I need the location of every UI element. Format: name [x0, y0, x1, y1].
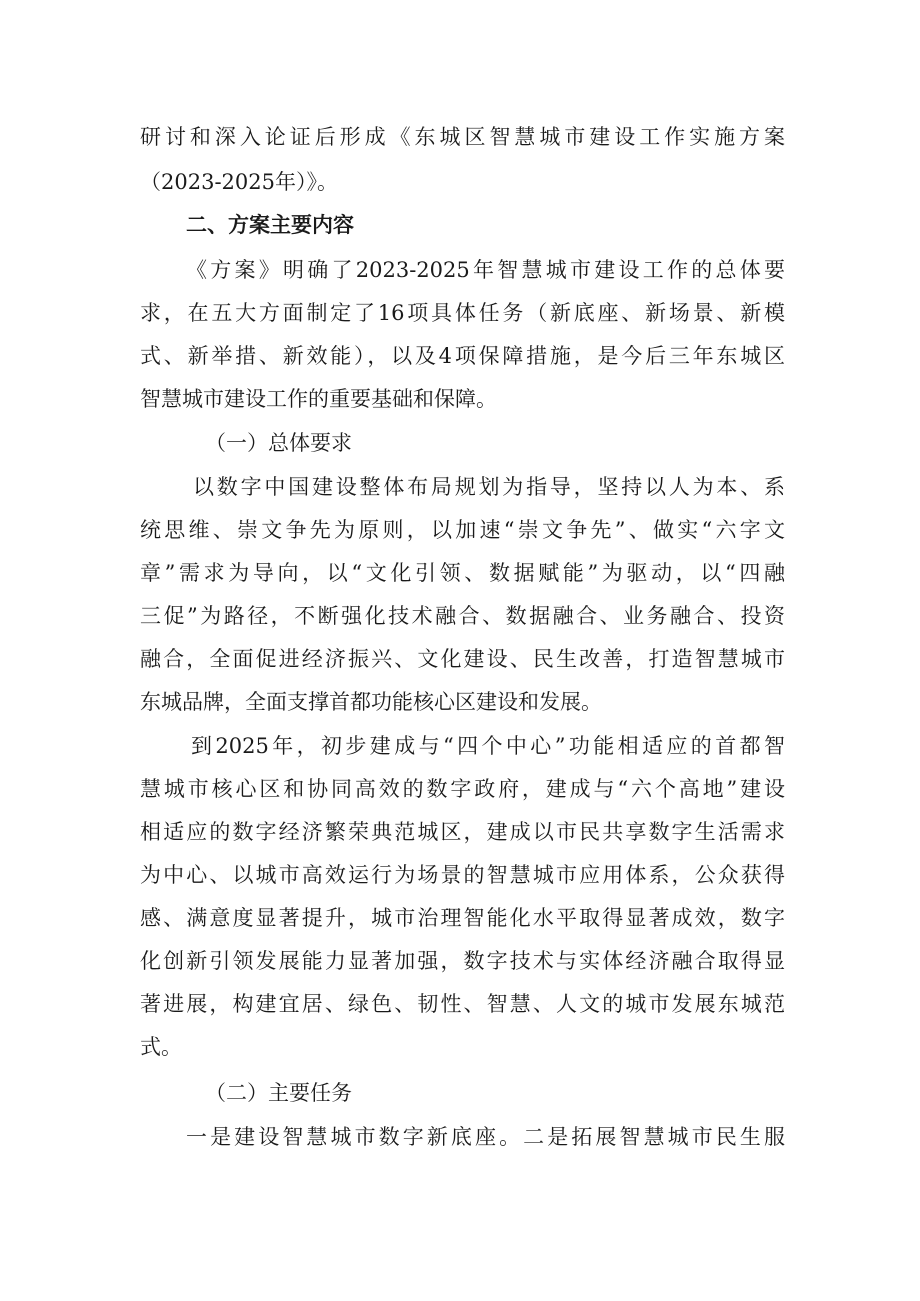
paragraph-line: 章”需求为导向，以“文化引领、数据赋能”为驱动，以“四融 [140, 561, 785, 585]
paragraph-line: 相适应的数字经济繁荣典范城区，建成以市民共享数字生活需求 [140, 820, 785, 844]
paragraph-line: 到2025年，初步建成与“四个中心”功能相适应的首都智 [191, 734, 785, 758]
paragraph-line: 智慧城市建设工作的重要基础和保障。 [140, 387, 497, 411]
paragraph-line: 求，在五大方面制定了16项具体任务（新底座、新场景、新模 [140, 301, 785, 325]
paragraph-line: 感、满意度显著提升，城市治理智能化水平取得显著成效，数字 [140, 906, 785, 930]
paragraph-line: 式。 [140, 1035, 182, 1059]
section-heading-main-content: 二、方案主要内容 [186, 213, 354, 237]
intro-line-1: 研讨和深入论证后形成《东城区智慧城市建设工作实施方案 [140, 125, 785, 149]
subsection-heading-main-tasks: （二）主要任务 [205, 1081, 352, 1105]
intro-line-2: （2023-2025年）》。 [140, 170, 338, 194]
paragraph-line: 《方案》明确了2023-2025年智慧城市建设工作的总体要 [186, 258, 785, 282]
paragraph-line: 化创新引领发展能力显著加强，数字技术与实体经济融合取得显 [140, 949, 785, 973]
paragraph-line: 三促”为路径，不断强化技术融合、数据融合、业务融合、投资 [140, 604, 785, 628]
paragraph-line: 著进展，构建宜居、绿色、韧性、智慧、人文的城市发展东城范 [140, 992, 785, 1016]
paragraph-line: 东城品牌，全面支撑首都功能核心区建设和发展。 [140, 690, 602, 714]
paragraph-line: 式、新举措、新效能），以及4项保障措施，是今后三年东城区 [140, 344, 785, 368]
paragraph-line: 一是建设智慧城市数字新底座。二是拓展智慧城市民生服 [186, 1125, 785, 1149]
subsection-heading-overall-requirements: （一）总体要求 [205, 431, 352, 455]
paragraph-line: 融合，全面促进经济振兴、文化建设、民生改善，打造智慧城市 [140, 647, 785, 671]
paragraph-line: 统思维、崇文争先为原则，以加速“崇文争先”、做实“六字文 [140, 518, 785, 542]
paragraph-line: 以数字中国建设整体布局规划为指导，坚持以人为本、系 [193, 475, 785, 499]
paragraph-line: 慧城市核心区和协同高效的数字政府，建成与“六个高地”建设 [140, 777, 785, 801]
paragraph-line: 为中心、以城市高效运行为场景的智慧城市应用体系，公众获得 [140, 863, 785, 887]
